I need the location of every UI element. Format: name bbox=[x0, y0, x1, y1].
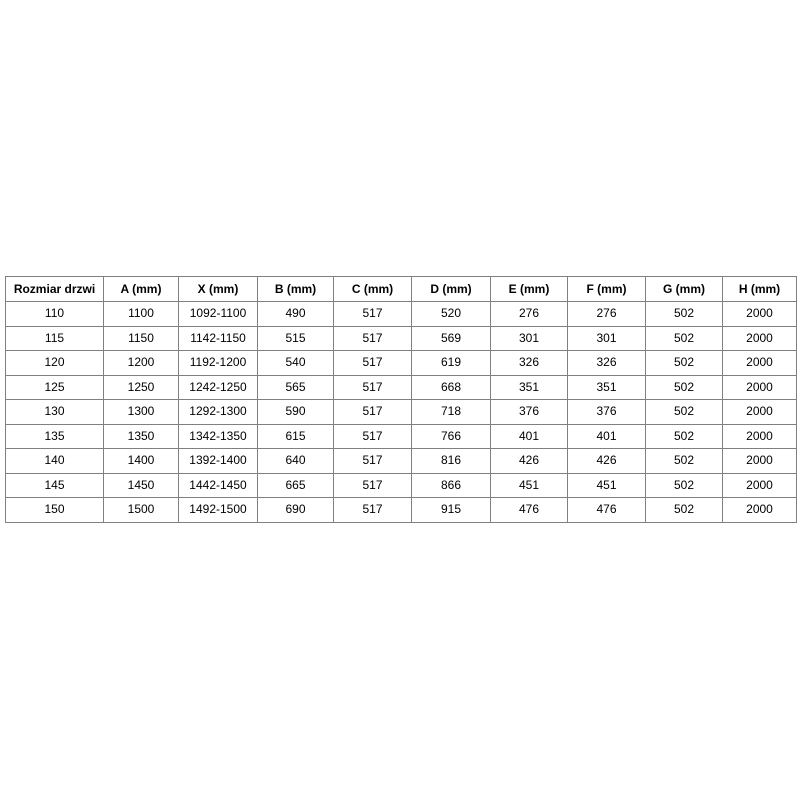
table-cell: 517 bbox=[334, 326, 412, 351]
table-cell: 517 bbox=[334, 302, 412, 327]
table-row bbox=[6, 400, 797, 425]
table-cell: 1100 bbox=[104, 302, 179, 327]
table-cell: 517 bbox=[334, 351, 412, 376]
table-cell: 1300 bbox=[104, 400, 179, 425]
table-cell: 515 bbox=[258, 326, 334, 351]
table-cell: 718 bbox=[412, 400, 491, 425]
table-row bbox=[6, 449, 797, 474]
column-header: B (mm) bbox=[258, 277, 334, 302]
table-cell: 1500 bbox=[104, 498, 179, 523]
table-cell: 619 bbox=[412, 351, 491, 376]
column-header: Rozmiar drzwi bbox=[6, 277, 104, 302]
table-row bbox=[6, 498, 797, 523]
column-header: A (mm) bbox=[104, 277, 179, 302]
table-cell: 668 bbox=[412, 375, 491, 400]
table-row bbox=[6, 424, 797, 449]
table-cell: 451 bbox=[568, 473, 646, 498]
table-cell: 2000 bbox=[723, 400, 797, 425]
table-cell: 301 bbox=[491, 326, 568, 351]
table-cell: 426 bbox=[568, 449, 646, 474]
table-cell: 1092-1100 bbox=[179, 302, 258, 327]
table-cell: 517 bbox=[334, 375, 412, 400]
table-cell: 140 bbox=[6, 449, 104, 474]
table-cell: 125 bbox=[6, 375, 104, 400]
table-cell: 502 bbox=[646, 473, 723, 498]
table-cell: 2000 bbox=[723, 326, 797, 351]
table-header-row bbox=[6, 277, 797, 302]
table-cell: 816 bbox=[412, 449, 491, 474]
table-cell: 502 bbox=[646, 424, 723, 449]
table-cell: 2000 bbox=[723, 375, 797, 400]
table-cell: 502 bbox=[646, 449, 723, 474]
table-cell: 565 bbox=[258, 375, 334, 400]
table-cell: 517 bbox=[334, 400, 412, 425]
table-cell: 130 bbox=[6, 400, 104, 425]
table-cell: 615 bbox=[258, 424, 334, 449]
table-cell: 502 bbox=[646, 326, 723, 351]
table-body bbox=[6, 302, 797, 523]
table-cell: 665 bbox=[258, 473, 334, 498]
table-cell: 276 bbox=[568, 302, 646, 327]
table-cell: 1442-1450 bbox=[179, 473, 258, 498]
table-cell: 517 bbox=[334, 498, 412, 523]
table-cell: 376 bbox=[491, 400, 568, 425]
table-cell: 540 bbox=[258, 351, 334, 376]
table-cell: 502 bbox=[646, 351, 723, 376]
table-cell: 502 bbox=[646, 400, 723, 425]
table-cell: 110 bbox=[6, 302, 104, 327]
table-cell: 276 bbox=[491, 302, 568, 327]
table-cell: 401 bbox=[568, 424, 646, 449]
table-cell: 866 bbox=[412, 473, 491, 498]
table-cell: 326 bbox=[568, 351, 646, 376]
table-cell: 1142-1150 bbox=[179, 326, 258, 351]
table-cell: 2000 bbox=[723, 351, 797, 376]
column-header: X (mm) bbox=[179, 277, 258, 302]
table-cell: 1450 bbox=[104, 473, 179, 498]
table-cell: 115 bbox=[6, 326, 104, 351]
table-row bbox=[6, 302, 797, 327]
table-cell: 2000 bbox=[723, 449, 797, 474]
table-row bbox=[6, 351, 797, 376]
table-cell: 915 bbox=[412, 498, 491, 523]
table-cell: 520 bbox=[412, 302, 491, 327]
table-cell: 2000 bbox=[723, 302, 797, 327]
table-cell: 490 bbox=[258, 302, 334, 327]
table-cell: 326 bbox=[491, 351, 568, 376]
table-cell: 145 bbox=[6, 473, 104, 498]
table-cell: 476 bbox=[491, 498, 568, 523]
table-cell: 476 bbox=[568, 498, 646, 523]
table-cell: 150 bbox=[6, 498, 104, 523]
table-cell: 1200 bbox=[104, 351, 179, 376]
table-cell: 376 bbox=[568, 400, 646, 425]
table-cell: 451 bbox=[491, 473, 568, 498]
table-cell: 2000 bbox=[723, 498, 797, 523]
table-cell: 517 bbox=[334, 424, 412, 449]
table-cell: 2000 bbox=[723, 473, 797, 498]
table-cell: 517 bbox=[334, 473, 412, 498]
table-cell: 2000 bbox=[723, 424, 797, 449]
table-cell: 135 bbox=[6, 424, 104, 449]
table-cell: 1492-1500 bbox=[179, 498, 258, 523]
table-cell: 120 bbox=[6, 351, 104, 376]
table-cell: 1350 bbox=[104, 424, 179, 449]
door-size-spec-table bbox=[5, 276, 797, 523]
table-cell: 1342-1350 bbox=[179, 424, 258, 449]
column-header: G (mm) bbox=[646, 277, 723, 302]
table-cell: 766 bbox=[412, 424, 491, 449]
table-cell: 502 bbox=[646, 302, 723, 327]
column-header: C (mm) bbox=[334, 277, 412, 302]
table-cell: 502 bbox=[646, 375, 723, 400]
table-cell: 1400 bbox=[104, 449, 179, 474]
table-cell: 640 bbox=[258, 449, 334, 474]
table-cell: 1242-1250 bbox=[179, 375, 258, 400]
table-cell: 301 bbox=[568, 326, 646, 351]
table-cell: 590 bbox=[258, 400, 334, 425]
column-header: D (mm) bbox=[412, 277, 491, 302]
table-row bbox=[6, 375, 797, 400]
table-cell: 517 bbox=[334, 449, 412, 474]
table-cell: 351 bbox=[491, 375, 568, 400]
table-cell: 690 bbox=[258, 498, 334, 523]
table-row bbox=[6, 473, 797, 498]
table-cell: 1292-1300 bbox=[179, 400, 258, 425]
table-cell: 1192-1200 bbox=[179, 351, 258, 376]
table-cell: 1392-1400 bbox=[179, 449, 258, 474]
column-header: E (mm) bbox=[491, 277, 568, 302]
table-cell: 401 bbox=[491, 424, 568, 449]
column-header: H (mm) bbox=[723, 277, 797, 302]
table-cell: 426 bbox=[491, 449, 568, 474]
table-row bbox=[6, 326, 797, 351]
table-cell: 569 bbox=[412, 326, 491, 351]
table-cell: 502 bbox=[646, 498, 723, 523]
table-cell: 1150 bbox=[104, 326, 179, 351]
column-header: F (mm) bbox=[568, 277, 646, 302]
table-cell: 1250 bbox=[104, 375, 179, 400]
table-cell: 351 bbox=[568, 375, 646, 400]
